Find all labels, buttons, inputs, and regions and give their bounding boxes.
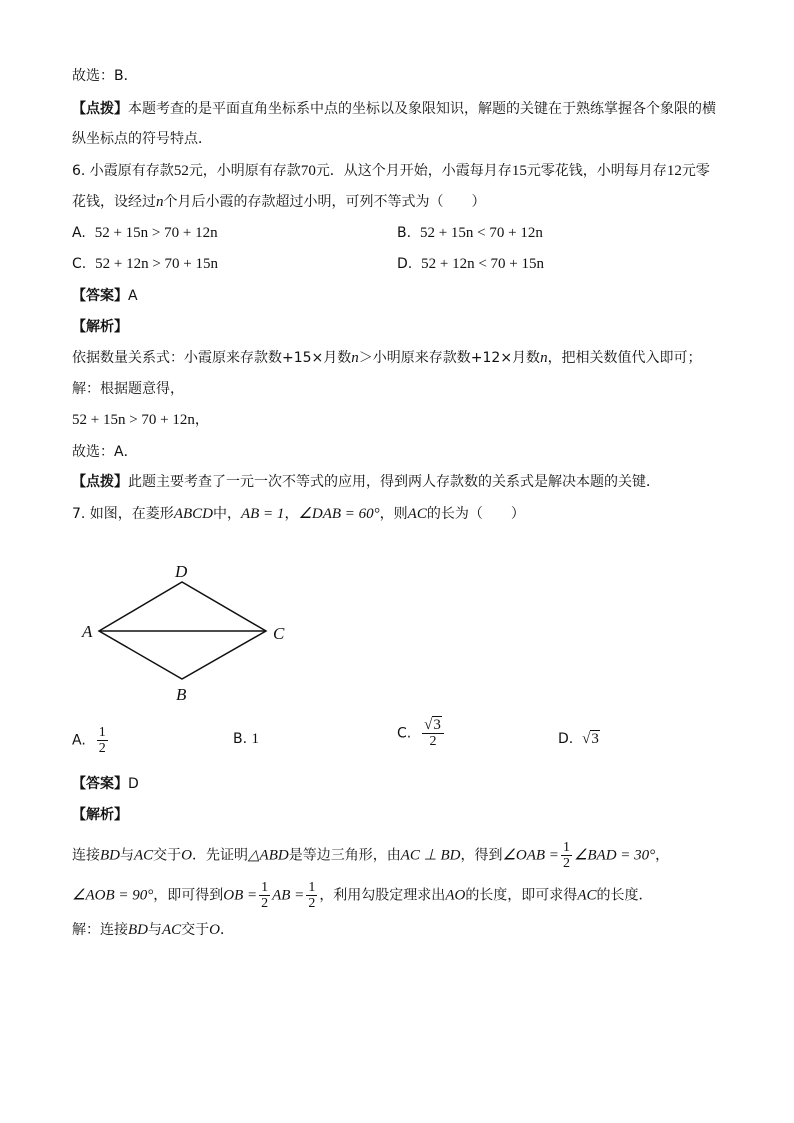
q6-analysis-text-a: 依据数量关系式：小霞原来存款数+15×月数 <box>72 350 352 366</box>
q6-option-b-label: B. <box>397 225 412 241</box>
q6-option-a-label: A. <box>72 225 86 241</box>
q6-stem-text-g: 个月后小霞的存款超过小明，可列不等式为（ ） <box>163 194 486 210</box>
q7-answer-tag: 【答案】 <box>72 776 128 792</box>
q7-analysis2-text-d: 的长度． <box>596 887 653 904</box>
q7-analysis1-frac-num: 1 <box>562 840 570 855</box>
q7-stem-text-a: 7. 如图，在菱形 <box>72 506 174 522</box>
q6-option-c-expr: 52 + 12n > 70 + 15n <box>95 256 219 272</box>
q7-analysis-line1 <box>72 840 669 871</box>
q6-analysis-line <box>72 348 702 368</box>
q6-stem-text-f: 花钱，设经过 <box>72 194 156 210</box>
q7-analysis1-text-g: ， <box>655 847 670 864</box>
q7-analysis1-ac: AC <box>134 847 154 864</box>
q7-option-a-num: 1 <box>98 725 106 740</box>
q7-analysis1-o: O <box>181 847 193 864</box>
q6-stem-num2: 70 <box>300 163 316 179</box>
q7-option-a-fraction <box>97 725 108 756</box>
q7-analysis2-f2-den: 2 <box>308 896 316 911</box>
q7-analysis-tag: 【解析】 <box>72 807 128 823</box>
q6-comment-tag: 【点拨】 <box>72 474 128 490</box>
q7-solution-text-a: 解：连接 <box>72 922 128 938</box>
q7-option-a-den: 2 <box>98 741 106 756</box>
q7-analysis1-fraction <box>561 840 572 871</box>
q6-solution-tail: ， <box>194 412 209 428</box>
q6-stem-text-a: 6. 小霞原有存款 <box>72 163 174 179</box>
q6-answer-line <box>72 286 138 306</box>
q6-option-d-expr: 52 + 12n < 70 + 15n <box>421 256 545 272</box>
q6-solution-expr-line <box>72 410 209 430</box>
q7-analysis1-text-e: 是等边三角形，由 <box>288 847 401 864</box>
q7-analysis1-text-c: 交于 <box>153 847 182 864</box>
q6-stem-num3: 15 <box>511 163 527 179</box>
q7-option-b-value: 1 <box>251 731 260 747</box>
q7-option-d-value: 3 <box>591 731 599 747</box>
q7-analysis1-perp: AC ⊥ BD <box>400 847 461 864</box>
q5-comment-text1: 本题考查的是平面直角坐标系中点的坐标以及象限知识，解题的关键在于熟练掌握各个象限的横 <box>128 101 716 117</box>
q6-stem-num1: 52 <box>173 163 189 179</box>
q7-stem-cond1: AB = 1 <box>240 506 285 522</box>
q6-option-b-expr: 52 + 15n < 70 + 12n <box>419 225 543 241</box>
q7-stem-fig: ABCD <box>173 506 213 522</box>
q6-option-b <box>397 223 543 243</box>
q7-stem-cond2: ∠DAB = 60° <box>298 506 380 522</box>
q5-answer-line: 故选：B． <box>72 68 138 84</box>
q7-analysis1-text-a: 连接 <box>72 847 100 864</box>
q7-analysis2-ao: AO <box>445 887 466 904</box>
q7-analysis2-fraction1 <box>259 880 270 911</box>
q6-solution-expr: 52 + 15n > 70 + 12n <box>72 412 195 428</box>
sqrt-symbol: √3 <box>424 717 441 733</box>
q7-solution-text-d: ． <box>220 922 235 938</box>
vertex-label-d: D <box>175 562 188 581</box>
q7-analysis1-angle2: ∠BAD = 30° <box>573 847 656 864</box>
q7-rhombus-figure <box>70 555 300 705</box>
q6-option-c <box>72 254 218 274</box>
q7-analysis2-ab: AB = <box>272 887 305 904</box>
q6-stem-var: n <box>156 194 164 210</box>
q6-option-d <box>397 254 544 274</box>
q6-option-a <box>72 223 218 243</box>
q7-analysis2-text-a: ，即可得到 <box>153 887 224 904</box>
q6-comment-text: 此题主要考查了一元一次不等式的应用，得到两人存款数的关系式是解决本题的关键． <box>128 474 660 490</box>
q7-solution-text-c: 交于 <box>181 922 210 938</box>
q7-option-c-den: 2 <box>429 734 437 749</box>
q6-stem-text-e: 元零 <box>681 163 710 179</box>
q6-solution-intro: 解：根据题意得， <box>72 381 184 397</box>
q6-stem-text-d: 元零花钱，小明每月存 <box>526 163 667 179</box>
q7-solution-line <box>72 920 234 940</box>
q5-comment-line2: 纵坐标点的符号特点． <box>72 131 212 147</box>
q7-analysis2-angle: ∠AOB = 90° <box>72 887 154 904</box>
q7-analysis2-f1-den: 2 <box>261 896 269 911</box>
q7-solution-o: O <box>209 922 221 938</box>
q7-analysis2-text-c: 的长度，即可求得 <box>465 887 578 904</box>
q5-comment-line1 <box>72 99 716 119</box>
vertex-label-b: B <box>176 685 187 704</box>
q7-option-c-num <box>422 718 444 734</box>
q7-option-b <box>233 729 259 749</box>
q6-stem-text-b: 元，小明原有存款 <box>188 163 301 179</box>
q6-stem-line2 <box>72 192 486 212</box>
q7-option-d <box>558 729 600 749</box>
q7-analysis1-text-b: 与 <box>120 847 134 864</box>
q7-analysis2-f1-num: 1 <box>261 880 269 895</box>
q7-solution-bd: BD <box>128 922 148 938</box>
q7-analysis2-ac: AC <box>577 887 597 904</box>
q7-stem-line <box>72 504 525 524</box>
q7-stem-text-c: ，则 <box>379 506 408 522</box>
q7-option-c-label: C. <box>397 725 412 742</box>
q6-analysis-var1: n <box>351 350 359 366</box>
q7-stem-text-b: 中， <box>212 506 241 522</box>
q7-option-d-label: D. <box>558 731 574 747</box>
q7-analysis1-text-d: ．先证明 <box>192 847 249 864</box>
q7-analysis2-f2-num: 1 <box>308 880 316 895</box>
q7-option-c <box>397 718 446 749</box>
q7-analysis2-ob: OB = <box>223 887 258 904</box>
q6-answer-tag: 【答案】 <box>72 288 128 304</box>
q6-option-a-expr: 52 + 15n > 70 + 12n <box>94 225 218 241</box>
q7-analysis2-fraction2 <box>306 880 317 911</box>
q7-analysis2-text-b: ，利用勾股定理求出 <box>319 887 446 904</box>
q7-answer-line <box>72 774 139 794</box>
q7-option-a-label: A. <box>72 732 86 749</box>
q7-analysis-line2 <box>72 880 652 911</box>
q7-solution-ac: AC <box>162 922 182 938</box>
vertex-label-a: A <box>82 622 93 641</box>
q7-stem-text-d: 的长为（ ） <box>426 506 525 522</box>
q7-option-d-sqrt: √3 <box>582 731 599 747</box>
q7-answer-value: D <box>128 776 139 792</box>
q6-stem-num4: 12 <box>666 163 682 179</box>
q5-comment-tag: 【点拨】 <box>72 101 128 117</box>
q7-option-c-fraction <box>422 718 444 749</box>
q7-analysis1-angle: ∠OAB = <box>502 847 559 864</box>
q6-final-answer: 故选：A． <box>72 444 138 460</box>
q6-analysis-tag: 【解析】 <box>72 319 128 335</box>
q7-analysis1-bd: BD <box>100 847 120 864</box>
vertex-label-c: C <box>273 624 285 643</box>
q6-analysis-var2: n <box>540 350 548 366</box>
q6-comment-line <box>72 472 660 492</box>
q6-answer-value: A <box>128 288 138 304</box>
q6-analysis-text-c: ，把相关数值代入即可； <box>547 350 702 366</box>
q7-analysis1-frac-den: 2 <box>562 856 570 871</box>
q6-option-d-label: D. <box>397 256 413 272</box>
q6-option-c-label: C. <box>72 256 87 272</box>
q7-stem-sep: ， <box>284 506 299 522</box>
q7-option-a <box>72 725 110 756</box>
q7-analysis1-text-f: ，得到 <box>460 847 503 864</box>
q6-stem-line1 <box>72 161 710 181</box>
q6-stem-text-c: 元．从这个月开始，小霞每月存 <box>315 163 512 179</box>
q7-option-b-label: B. <box>233 731 248 747</box>
q7-analysis1-triangle: △ABD <box>248 847 289 864</box>
q6-analysis-text-b: ＞小明原来存款数+12×月数 <box>358 350 541 366</box>
q7-solution-text-b: 与 <box>148 922 162 938</box>
q7-stem-ac: AC <box>407 506 427 522</box>
